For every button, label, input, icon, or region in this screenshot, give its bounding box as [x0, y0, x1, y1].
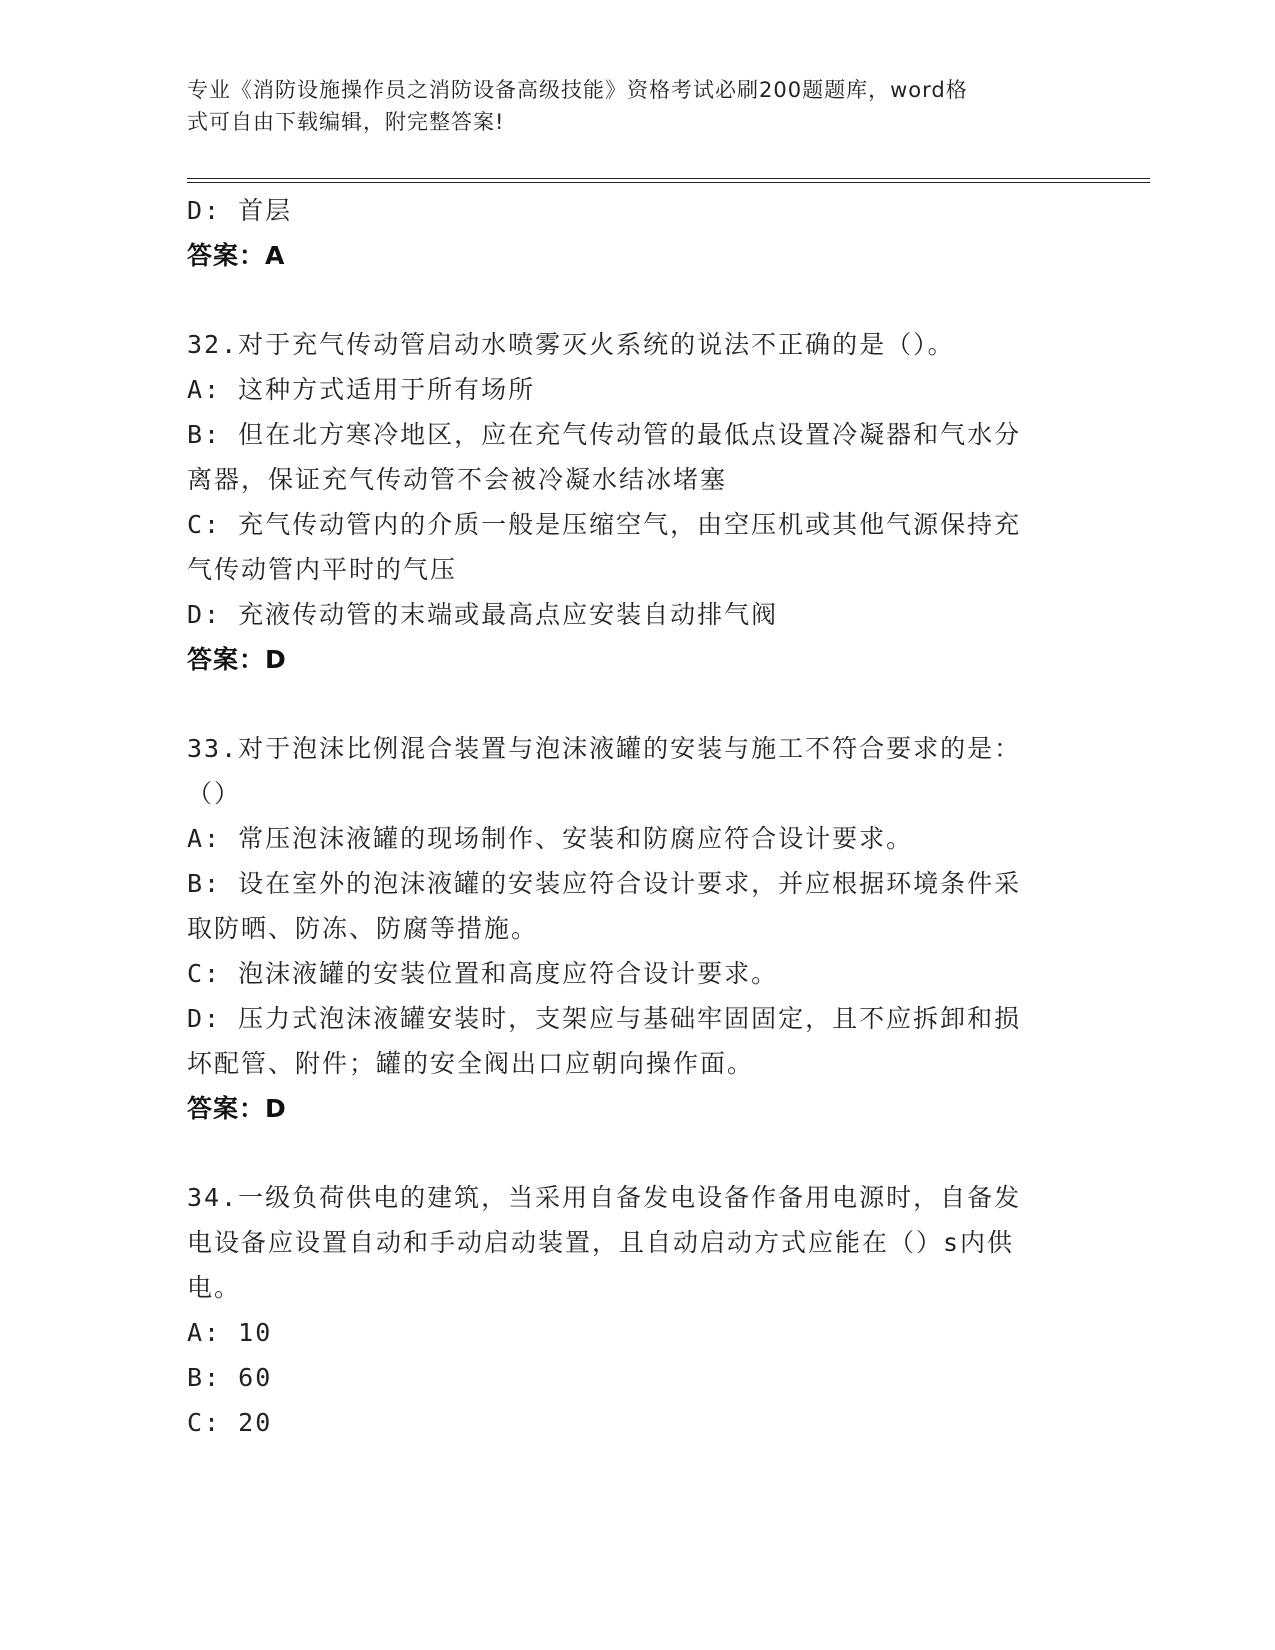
question-32-answer: 答案：D — [187, 645, 287, 674]
document-header — [187, 74, 1067, 138]
question-34-text-line3: 电。 — [187, 1273, 242, 1302]
question-33-text-line1: 33.对于泡沫比例混合装置与泡沫液罐的安装与施工不符合要求的是： — [187, 734, 1022, 763]
question-33-option-a: A: 常压泡沫液罐的现场制作、安装和防腐应符合设计要求。 — [187, 824, 914, 853]
question-33-option-d-line2: 坏配管、附件；罐的安全阀出口应朝向操作面。 — [187, 1049, 755, 1078]
question-32 — [187, 322, 1077, 682]
question-33-text-line2: （） — [187, 779, 242, 808]
question-32-option-a: A: 这种方式适用于所有场所 — [187, 375, 536, 404]
question-33-option-b-line2: 取防晒、防冻、防腐等措施。 — [187, 914, 539, 943]
question-34-text-line2: 电设备应设置自动和手动启动装置，且自动启动方式应能在（）s内供 — [187, 1228, 1015, 1257]
question-34-option-c: C: 20 — [187, 1408, 273, 1437]
header-rule-top — [187, 178, 1150, 179]
question-33-option-b-line1: B: 设在室外的泡沫液罐的安装应符合设计要求，并应根据环境条件采 — [187, 869, 1022, 898]
header-line-1: 专业《消防设施操作员之消防设备高级技能》资格考试必刷200题题库，word格 — [187, 78, 968, 102]
question-content — [187, 188, 1077, 1445]
prev-option-d: D: 首层 — [187, 196, 293, 225]
question-32-option-b-line1: B: 但在北方寒冷地区，应在充气传动管的最低点设置冷凝器和气水分 — [187, 420, 1022, 449]
question-33-option-c: C: 泡沫液罐的安装位置和高度应符合设计要求。 — [187, 959, 779, 988]
question-32-option-b-line2: 离器，保证充气传动管不会被冷凝水结冰堵塞 — [187, 465, 728, 494]
question-33-option-d-line1: D: 压力式泡沫液罐安装时，支架应与基础牢固固定，且不应拆卸和损 — [187, 1004, 1022, 1033]
header-line-2: 式可自由下载编辑，附完整答案! — [187, 110, 505, 134]
question-32-option-d: D: 充液传动管的末端或最高点应安装自动排气阀 — [187, 600, 779, 629]
prev-answer: 答案：A — [187, 241, 286, 270]
question-34 — [187, 1175, 1077, 1445]
header-rule-bottom — [187, 182, 1150, 183]
question-32-text: 32.对于充气传动管启动水喷雾灭火系统的说法不正确的是（）。 — [187, 330, 955, 359]
question-34-text-line1: 34.一级负荷供电的建筑，当采用自备发电设备作备用电源时，自备发 — [187, 1183, 1022, 1212]
question-33 — [187, 726, 1077, 1131]
question-33-answer: 答案：D — [187, 1094, 287, 1123]
spacer — [187, 1131, 1077, 1175]
question-32-option-c-line2: 气传动管内平时的气压 — [187, 555, 458, 584]
question-34-option-a: A: 10 — [187, 1318, 273, 1347]
spacer — [187, 278, 1077, 322]
spacer — [187, 682, 1077, 726]
question-32-option-c-line1: C: 充气传动管内的介质一般是压缩空气，由空压机或其他气源保持充 — [187, 510, 1022, 539]
question-34-option-b: B: 60 — [187, 1363, 273, 1392]
